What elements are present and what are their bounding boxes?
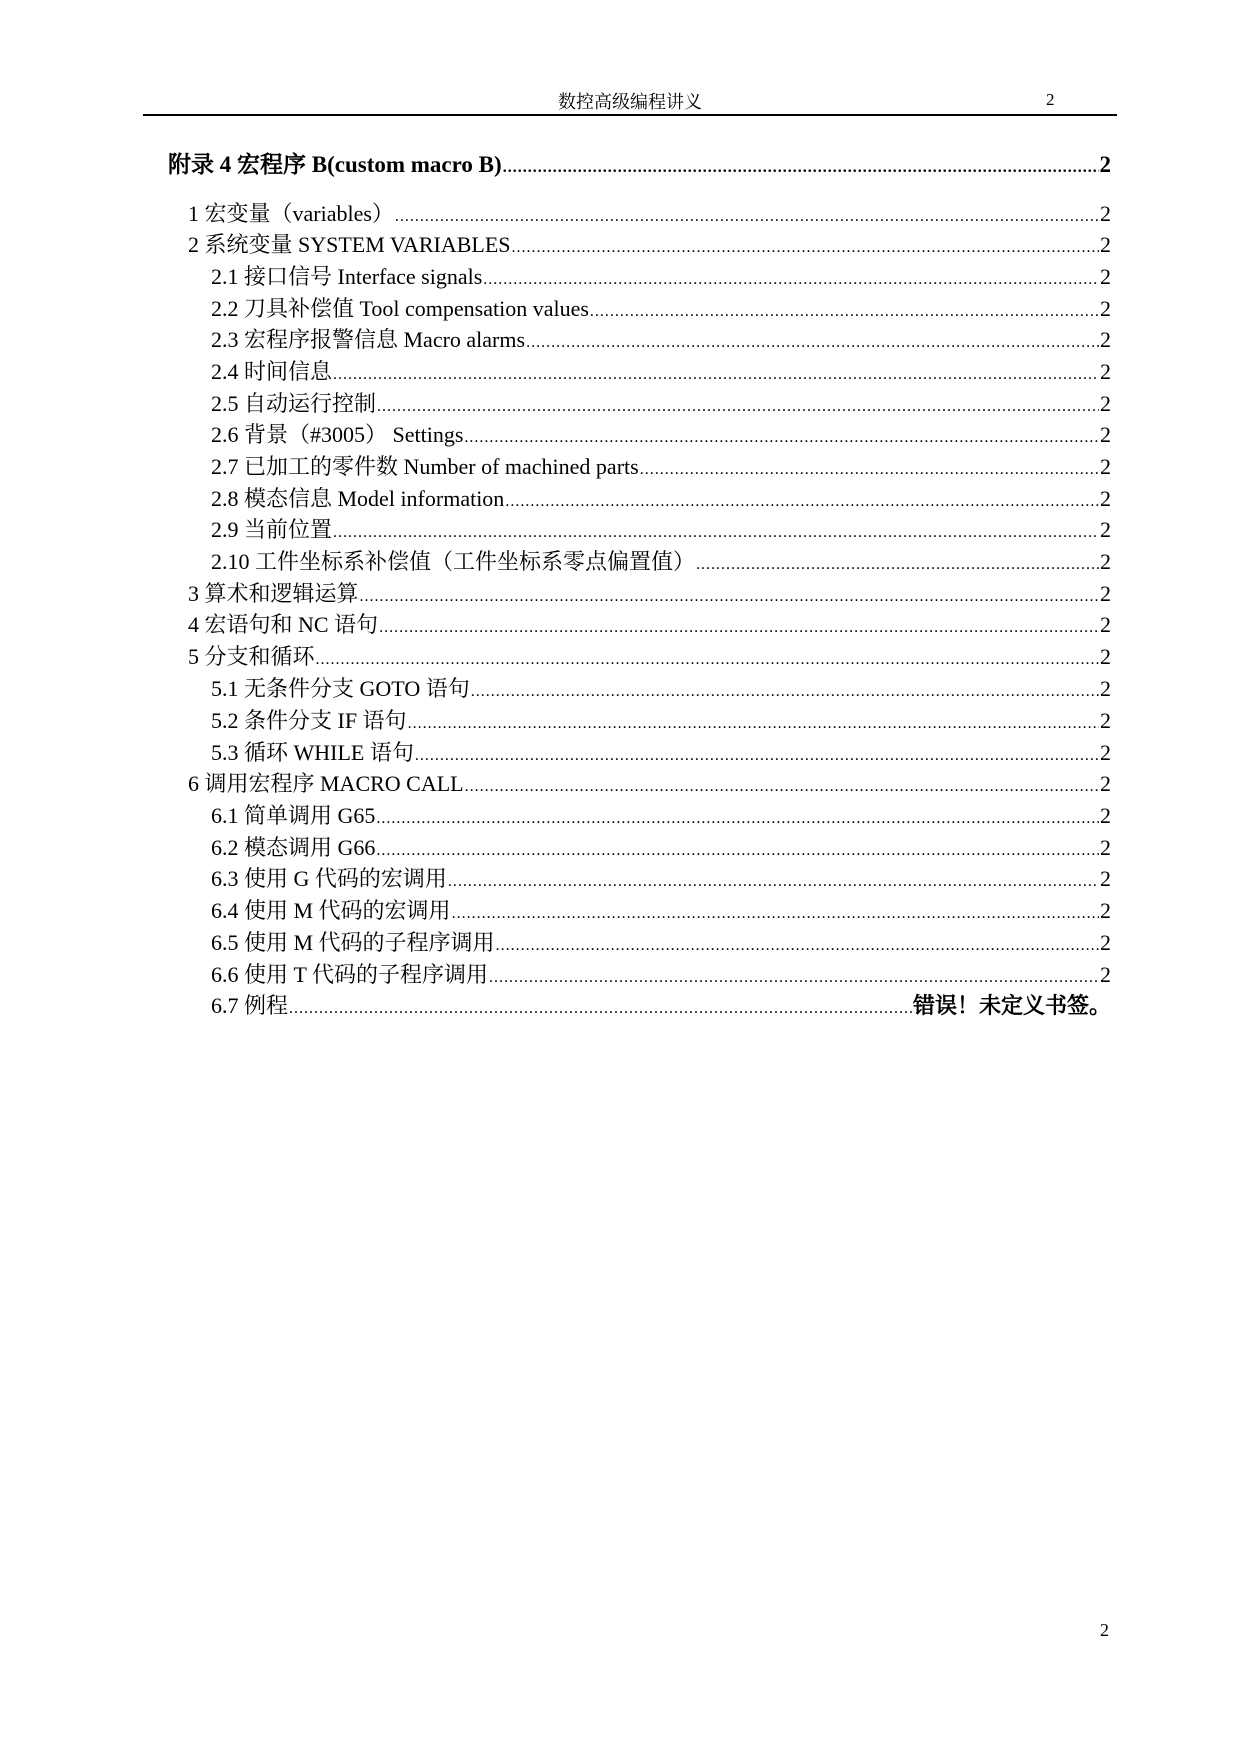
toc-entry-label: 6.4 使用 M 代码的宏调用 bbox=[211, 898, 451, 923]
toc-entry[interactable] bbox=[188, 769, 1111, 799]
toc-entry-page: 2 bbox=[1100, 422, 1111, 447]
toc-leader-dots bbox=[526, 328, 1099, 358]
toc-entry-label: 2.8 模态信息 Model information bbox=[211, 486, 505, 511]
toc-leader-dots bbox=[452, 899, 1099, 929]
toc-entry-page: 2 bbox=[1100, 835, 1111, 860]
toc-entry-page: 2 bbox=[1100, 962, 1111, 987]
header-page-number: 2 bbox=[1046, 90, 1055, 109]
toc-leader-dots bbox=[505, 487, 1099, 517]
toc-entry-error: 错误！未定义书签。 bbox=[912, 993, 1111, 1018]
toc-entry[interactable] bbox=[211, 357, 1111, 387]
page-header bbox=[143, 86, 1117, 116]
toc-entry-label: 6.7 例程 bbox=[211, 993, 289, 1018]
toc-leader-dots bbox=[464, 423, 1099, 453]
toc-entry-label: 2.3 宏程序报警信息 Macro alarms bbox=[211, 327, 526, 352]
toc-entry[interactable] bbox=[211, 515, 1111, 545]
toc-entry[interactable] bbox=[211, 928, 1111, 958]
toc-entry[interactable] bbox=[188, 610, 1111, 640]
toc-entry-page: 2 bbox=[1100, 644, 1111, 669]
toc-leader-dots bbox=[376, 836, 1099, 866]
toc-entry[interactable] bbox=[188, 199, 1111, 229]
toc-entry-label: 2.5 自动运行控制 bbox=[211, 391, 377, 416]
toc-entry-label: 2.2 刀具补偿值 Tool compensation values bbox=[211, 296, 589, 321]
toc-entry-label: 2.4 时间信息 bbox=[211, 359, 333, 384]
toc-leader-dots bbox=[590, 297, 1099, 327]
toc-entry-label: 6.1 简单调用 G65 bbox=[211, 803, 376, 828]
toc-leader-dots bbox=[408, 709, 1099, 739]
toc-entry[interactable] bbox=[211, 674, 1111, 704]
toc-entry-label: 2.1 接口信号 Interface signals bbox=[211, 264, 483, 289]
toc-leader-dots bbox=[289, 994, 912, 1024]
toc-entry-page: 2 bbox=[1100, 517, 1111, 542]
toc-entry-label: 2 系统变量 SYSTEM VARIABLES bbox=[188, 232, 511, 257]
toc-entry-label: 6.5 使用 M 代码的子程序调用 bbox=[211, 930, 495, 955]
toc-entry-label: 附录 4 宏程序 B(custom macro B) bbox=[168, 152, 502, 177]
toc-entry-page: 2 bbox=[1100, 549, 1111, 574]
toc-entry-label: 6.2 模态调用 G66 bbox=[211, 835, 376, 860]
toc-entry[interactable] bbox=[211, 960, 1111, 990]
toc-leader-dots bbox=[496, 931, 1099, 961]
toc-entry-page: 2 bbox=[1100, 898, 1111, 923]
toc-entry-page: 2 bbox=[1100, 201, 1111, 226]
toc-entry-page: 2 bbox=[1100, 232, 1111, 257]
toc-entry[interactable] bbox=[188, 579, 1111, 609]
toc-entry-label: 6.3 使用 G 代码的宏调用 bbox=[211, 866, 447, 891]
toc-entry[interactable] bbox=[211, 389, 1111, 419]
toc-entry-label: 3 算术和逻辑运算 bbox=[188, 581, 359, 606]
toc-leader-dots bbox=[395, 202, 1099, 232]
toc-leader-dots bbox=[333, 518, 1099, 548]
header-title: 数控高级编程讲义 bbox=[558, 92, 702, 112]
toc-entry[interactable] bbox=[211, 452, 1111, 482]
toc-entry-page: 2 bbox=[1100, 676, 1111, 701]
toc-entry[interactable] bbox=[211, 706, 1111, 736]
toc-entry-page: 2 bbox=[1100, 803, 1111, 828]
toc-entry-page: 2 bbox=[1100, 327, 1111, 352]
toc-entry-label: 5.2 条件分支 IF 语句 bbox=[211, 708, 407, 733]
toc-entry-label: 5.1 无条件分支 GOTO 语句 bbox=[211, 676, 470, 701]
toc-entry[interactable] bbox=[211, 991, 1111, 1021]
toc-entry-page: 2 bbox=[1100, 454, 1111, 479]
toc-leader-dots bbox=[360, 582, 1099, 612]
toc-leader-dots bbox=[483, 265, 1099, 295]
toc-entry[interactable] bbox=[211, 864, 1111, 894]
toc-entry[interactable] bbox=[211, 325, 1111, 355]
footer-page-number: 2 bbox=[1100, 1620, 1109, 1640]
toc-entry-page: 2 bbox=[1100, 391, 1111, 416]
toc-entry-page: 2 bbox=[1100, 264, 1111, 289]
toc-entry[interactable] bbox=[211, 801, 1111, 831]
toc-leader-dots bbox=[448, 867, 1099, 897]
toc-entry-page: 2 bbox=[1100, 771, 1111, 796]
toc-entry[interactable] bbox=[211, 833, 1111, 863]
toc-leader-dots bbox=[489, 963, 1099, 993]
toc-entry-label: 1 宏变量（variables） bbox=[188, 201, 394, 226]
toc-entry-label: 2.10 工件坐标系补偿值（工件坐标系零点偏置值） bbox=[211, 549, 696, 574]
toc-entry-label: 5 分支和循环 bbox=[188, 644, 315, 669]
toc-entry-page: 2 bbox=[1100, 296, 1111, 321]
toc-entry[interactable] bbox=[211, 547, 1111, 577]
toc-entry-page: 2 bbox=[1100, 486, 1111, 511]
toc-entry-page: 2 bbox=[1100, 708, 1111, 733]
toc-entry-label: 6.6 使用 T 代码的子程序调用 bbox=[211, 962, 489, 987]
toc-leader-dots bbox=[415, 741, 1099, 771]
toc-entry[interactable] bbox=[211, 262, 1111, 292]
toc-entry-page: 2 bbox=[1100, 612, 1111, 637]
toc-entry-page: 2 bbox=[1100, 866, 1111, 891]
toc-entry-page: 2 bbox=[1099, 152, 1111, 177]
toc-entry-label: 2.6 背景（#3005） Settings bbox=[211, 422, 464, 447]
toc-leader-dots bbox=[379, 613, 1099, 643]
toc-entry[interactable] bbox=[211, 484, 1111, 514]
toc-entry[interactable] bbox=[168, 150, 1111, 180]
toc-leader-dots bbox=[377, 392, 1099, 422]
toc-entry-page: 2 bbox=[1100, 359, 1111, 384]
toc-leader-dots bbox=[503, 153, 1099, 183]
toc-entry[interactable] bbox=[211, 294, 1111, 324]
toc-leader-dots bbox=[376, 804, 1099, 834]
toc-leader-dots bbox=[696, 550, 1099, 580]
toc-entry-page: 2 bbox=[1100, 581, 1111, 606]
toc-entry-page: 2 bbox=[1100, 740, 1111, 765]
toc-entry-label: 5.3 循环 WHILE 语句 bbox=[211, 740, 414, 765]
toc-entry[interactable] bbox=[188, 230, 1111, 260]
toc-entry[interactable] bbox=[188, 642, 1111, 672]
toc-entry[interactable] bbox=[211, 896, 1111, 926]
toc-leader-dots bbox=[512, 233, 1099, 263]
toc-leader-dots bbox=[465, 772, 1099, 802]
toc-entry-label: 2.7 已加工的零件数 Number of machined parts bbox=[211, 454, 639, 479]
toc-entry-page: 2 bbox=[1100, 930, 1111, 955]
toc-entry-label: 6 调用宏程序 MACRO CALL bbox=[188, 771, 464, 796]
toc-leader-dots bbox=[333, 360, 1099, 390]
toc-entry[interactable] bbox=[211, 738, 1111, 768]
toc-leader-dots bbox=[316, 645, 1099, 675]
toc-entry-label: 2.9 当前位置 bbox=[211, 517, 333, 542]
toc-entry[interactable] bbox=[211, 420, 1111, 450]
toc-leader-dots bbox=[471, 677, 1099, 707]
toc-entry-label: 4 宏语句和 NC 语句 bbox=[188, 612, 379, 637]
toc-leader-dots bbox=[640, 455, 1099, 485]
